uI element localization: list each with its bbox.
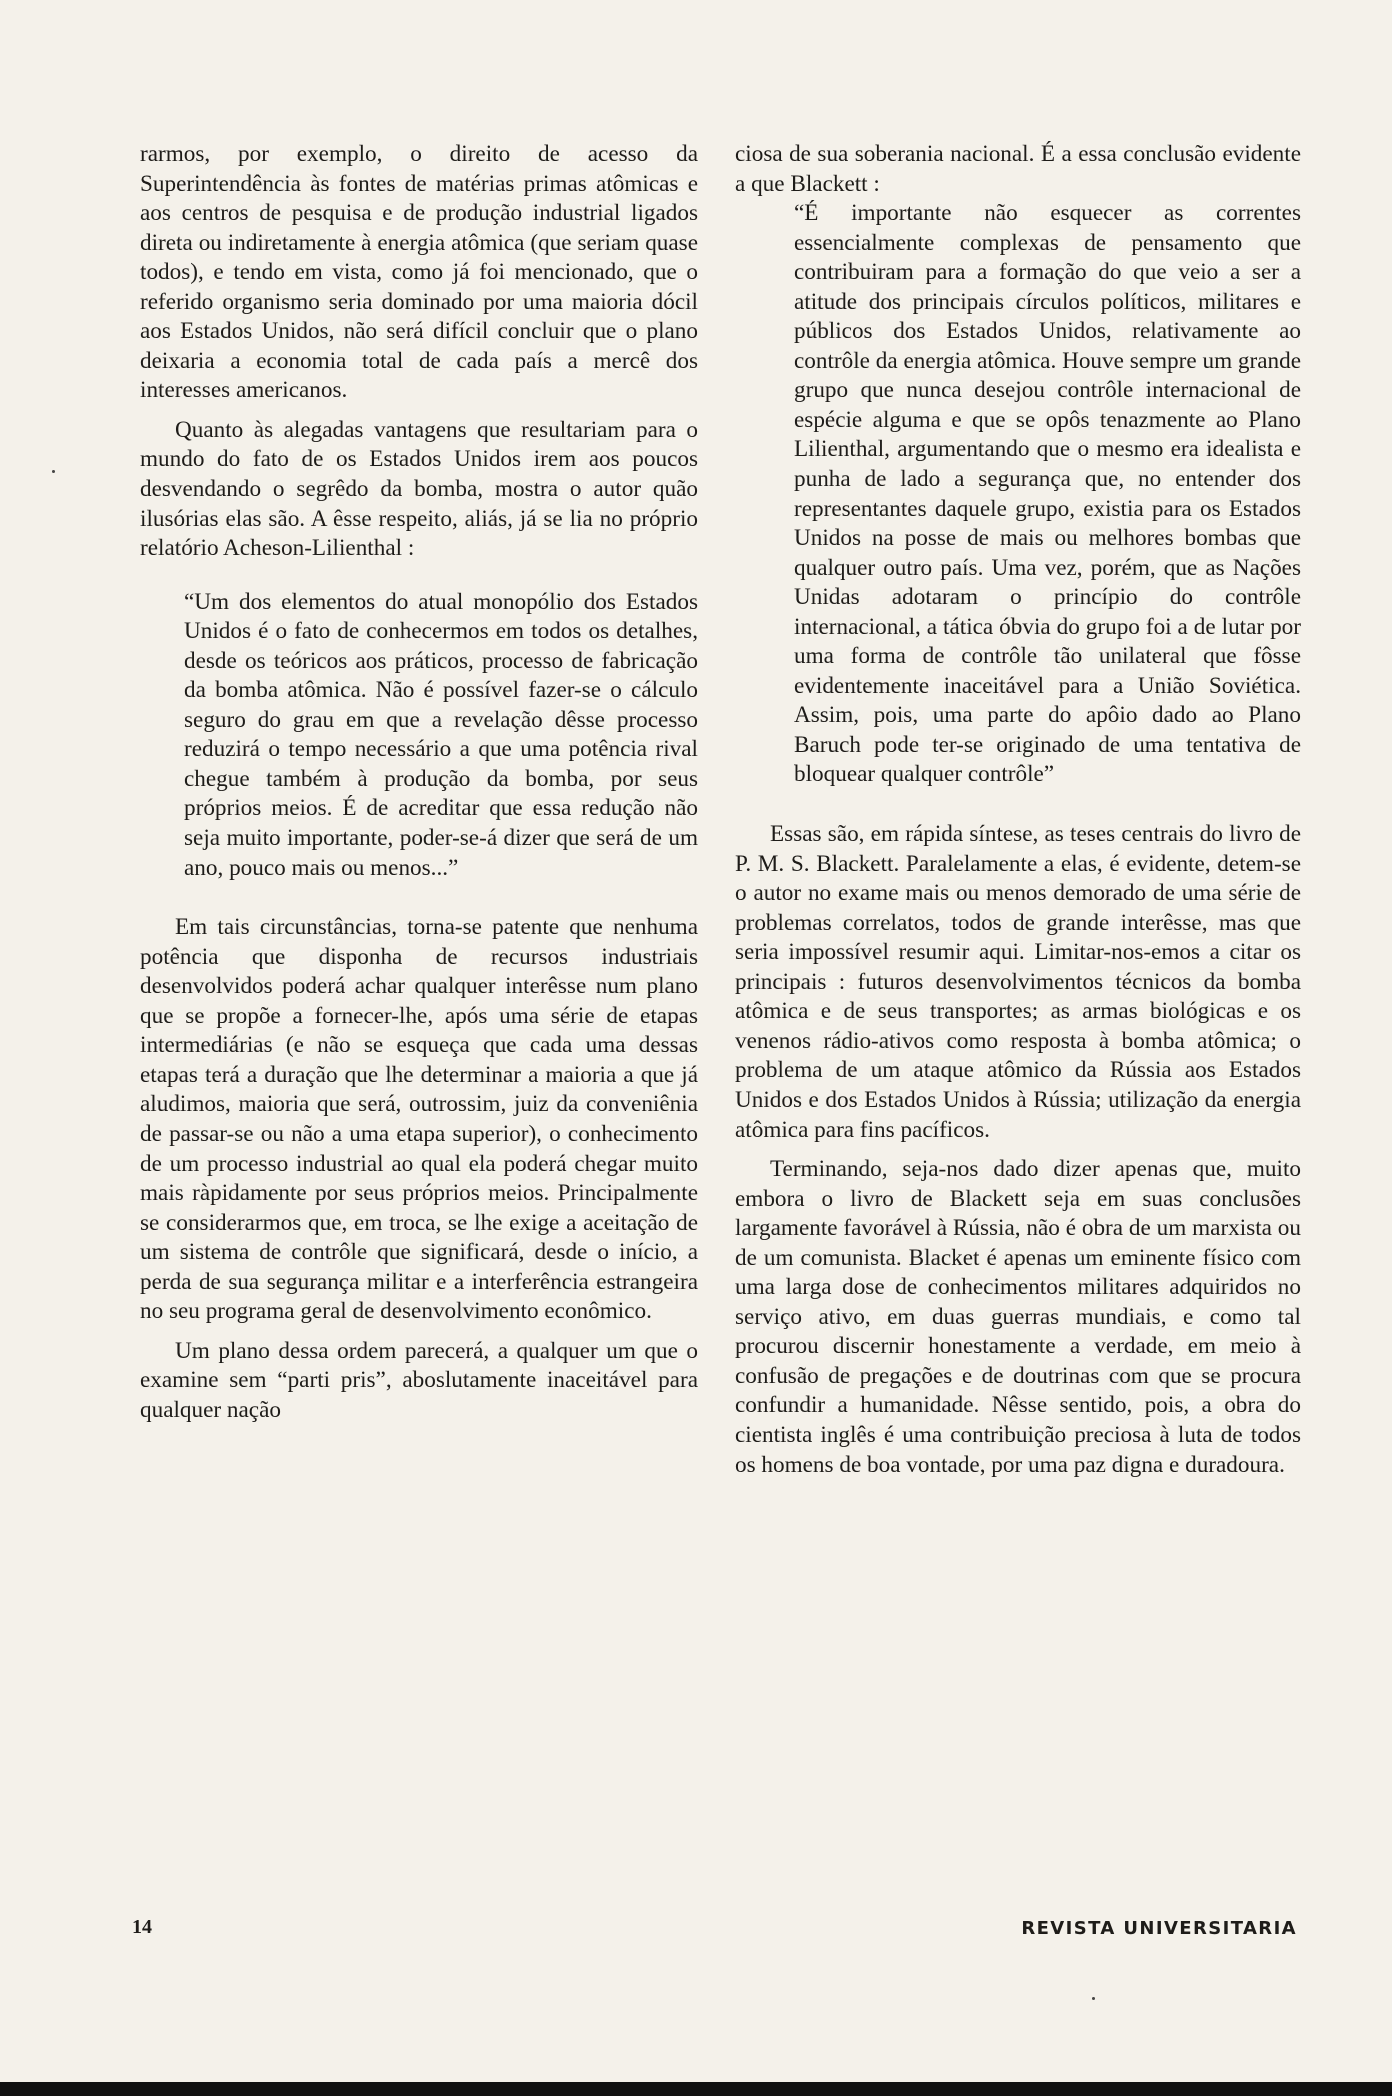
paragraph-right-3: Terminando, seja-nos dado dizer apenas que, muito embora o livro de Blackett seja em suas conclusões largamente favorável à Rússia, não é obra de um marxista ou de um comunista. Blacket é apenas um eminente físico com uma larga dose de conhecimentos militares adquiridos no serviço ativo, em duas guerras mundiais, e como tal procurou discernir honestamente a verdade, em meio à confusão de pregações e de doutrinas com que se procura confundir a humanidade. Nêsse sentido, pois, a obra do cientista inglês é uma contribuição preciosa à luta de todos os homens de boa vontade, por uma paz digna e duradoura. [735, 1156, 1301, 1478]
paragraph-left-1: rarmos, por exemplo, o direito de acesso da Superintendência às fontes de matérias primas atômicas e aos centros de pesquisa e de produção industrial ligados direta ou indiretamente à energia atômica (que seriam quase todos), e tendo em vista, como já foi mencionado, que o referido organismo seria dominado por uma maioria dócil aos Estados Unidos, não será difícil concluir que o plano deixaria a economia total de cada país a mercê dos interesses americanos. [140, 141, 698, 404]
journal-title: REVISTA UNIVERSITARIA [1021, 1918, 1297, 1939]
paragraph-left-3: Em tais circunstâncias, torna-se patente que nenhuma potência que disponha de recursos industriais desenvolvidos poderá achar qualquer interêsse num plano que se propõe a fornecer-lhe, após uma série de etapas intermediárias (e não se esqueça que cada uma dessas etapas terá a duração que lhe determinar a maioria a que já aludimos, maioria que será, outrossim, juiz da conveniênia de passar-se ou não a uma etapa superior), o conhecimento de um processo industrial ao qual ela poderá chegar muito mais ràpidamente por seus próprios meios. Principalmente se considerarmos que, em troca, se lhe exige a aceitação de um sistema de contrôle que significará, desde o início, a perda de sua segurança militar e a interferência estrangeira no seu programa geral de desenvolvimento econômico. [140, 914, 698, 1325]
paragraph-right-2: Essas são, em rápida síntese, as teses centrais do livro de P. M. S. Blackett. Paralelamente a elas, é evidente, detem-se o autor no exame mais ou menos demorado de uma série de problemas correlatos, todos de grande interêsse, mas que seria impossível resumir aqui. Limitar-nos-emos a citar os principais : futuros desenvolvimentos técnicos da bomba atômica e de seus transportes; as armas biológicas e os venenos rádio-ativos como resposta à bomba atômica; o problema de um ataque atômico da Rússia aos Estados Unidos e dos Estados Unidos à Rússia; utilização da energia atômica para fins pacíficos. [735, 821, 1301, 1143]
block-quote-report: “Um dos elementos do atual monopólio dos Estados Unidos é o fato de conhecermos em todos os detalhes, desde os teóricos aos práticos, processo de fabricação da bomba atômica. Não é possível fazer-se o cálculo seguro do grau em que a revelação dêsse processo reduzirá o tempo necessário a que uma potência rival chegue também à produção da bomba, por seus próprios meios. É de acreditar que essa redução não seja muito importante, poder-se-á dizer que será de um ano, pouco mais ou menos...” [184, 588, 698, 881]
paragraph-left-2: Quanto às alegadas vantagens que resultariam para o mundo do fato de os Estados Unidos irem aos poucos desvendando o segrêdo da bomba, mostra o autor quão ilusórias elas são. A êsse respeito, aliás, já se lia no próprio relatório Acheson-Lilienthal : [140, 416, 698, 562]
print-speck [1092, 1997, 1095, 2000]
page-number: 14 [132, 1916, 152, 1938]
left-column [140, 140, 698, 1425]
block-quote-blackett: “É importante não esquecer as correntes essencialmente complexas de pensamento que contribuiram para a formação do que veio a ser a atitude dos principais círculos políticos, militares e públicos dos Estados Unidos, relativamente ao contrôle da energia atômica. Houve sempre um grande grupo que nunca desejou contrôle internacional de espécie alguma e que se opôs tenazmente ao Plano Lilienthal, argumentando que o mesmo era idealista e punha de lado a segurança que, no entender dos representantes daquele grupo, existia para os Estados Unidos na posse de mais ou melhores bombas que qualquer outro país. Uma vez, porém, que as Nações Unidas adotaram o princípio do contrôle internacional, a tática óbvia do grupo foi a de lutar por uma forma de contrôle tão unilateral que fôsse evidentemente inaceitável para a União Soviética. Assim, pois, uma parte do apôio dado ao Plano Baruch pode ter-se originado de uma tentativa de bloquear qualquer contrôle” [794, 200, 1301, 788]
right-column [735, 140, 1301, 1480]
print-speck [52, 470, 55, 473]
paragraph-left-4: Um plano dessa ordem parecerá, a qualquer um que o examine sem “parti pris”, aboslutamente inaceitável para qualquer nação [140, 1337, 698, 1423]
paragraph-right-1: ciosa de sua soberania nacional. É a essa conclusão evidente a que Blackett : [735, 141, 1301, 197]
scan-edge-bar [0, 2082, 1392, 2096]
